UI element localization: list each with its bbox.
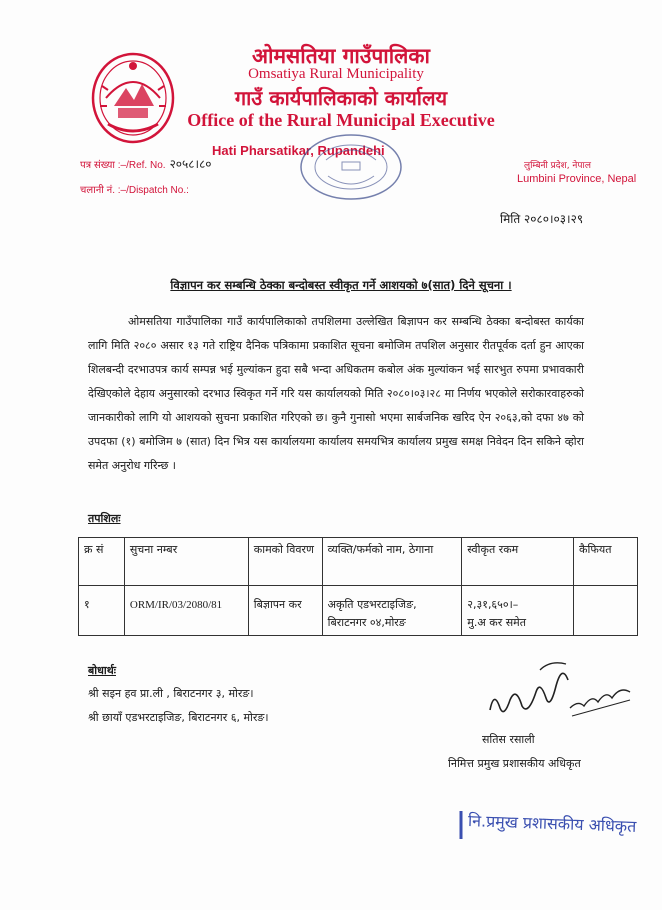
province-english: Lumbini Province, Nepal (517, 173, 637, 185)
table-header-row (79, 538, 638, 586)
reference-label: पत्र संख्या :–/Ref. No. (80, 160, 166, 171)
firm-address: बिराटनगर ०४,मोरङ (327, 616, 406, 629)
letter-body: ओमसतिया गाउँपालिका गाउँ कार्यपालिकाको तपशिलमा उल्लेखित बिज्ञापन कर सम्बन्धि ठेक्का बन्दोबस्त कार्यका लागि मिति २०८० असार १३ गते राष्ट्रिय दैनिक पत्रिकामा प्रकाशित सूचना बमोजिम तपशिल अनुसार रीतपूर्वक दर्ता हुन आएका शिलबन्दी दरभाउपत्र कार्य सम्पन्न भई मुल्यांकन हुदा सबै भन्दा अधिकतम कबोल अंक मुल्यांकन भई सारभुत रुपमा प्रभावकारी देखिएकोले देहाय अनुसारको दरभाउ स्विकृत गर्ने गरि यस कार्यालयको मिति २०८०।०३।२८ मा निर्णय भएकोले सरोकारवाहरुको जानकारीको लागि यो आशयको सुचना प्रकाशित गरिएको छ। कुनै गुनासो भएमा सार्बजनिक खरिद ऐन २०६३,को दफा ४७ को उपदफा (१) बमोजिम ७ (सात) दिन भित्र यस कार्यालयमा कार्यालय समयभित्र कार्यालय प्रमुख समक्ष निवेदन दिन सकिने व्हाेरा समेत अनुरोध गरिन्छ । (88, 315, 584, 472)
firm-name: अकृति एडभरटाइजिङ, (327, 598, 417, 611)
cell-firm (322, 586, 462, 636)
header-work: कामको विवरण (248, 538, 322, 586)
table-row (79, 586, 638, 636)
office-address: Hati Pharsatikar, Rupandehi (212, 143, 385, 158)
cell-remarks (574, 586, 638, 636)
cc-item: श्री छायाँ एडभरटाइजिङ, बिराटनगर ६, मोरङ। (88, 711, 269, 724)
amount-value: २,३१,६५०।– (467, 598, 519, 611)
cc-item: श्री सइन हव प्रा.ली , बिराटनगर ३, मोरङ। (88, 687, 254, 700)
amount-note: मु.अ कर समेत (467, 616, 526, 629)
header-firm: व्यक्ति/फर्मको नाम, ठेगाना (322, 538, 462, 586)
header-notice-no: सुचना नम्बर (124, 538, 248, 586)
handwritten-signature-icon (480, 650, 640, 730)
cell-notice-no: ORM/IR/03/2080/81 (124, 586, 248, 636)
cell-sn: १ (79, 586, 125, 636)
municipality-name-nepali: ओमसतिया गाउँपालिका (252, 44, 430, 68)
office-seal-icon (296, 130, 406, 204)
letter-subject (0, 278, 662, 293)
province-nepali: लुम्बिनी प्रदेश, नेपाल (524, 161, 591, 171)
cell-amount (462, 586, 574, 636)
letter-date: मिति २०८०।०३।२९ (500, 212, 584, 226)
municipality-name-english: Omsatiya Rural Municipality (248, 66, 424, 82)
signatory-name: सतिस रसाली (482, 733, 535, 746)
office-name-nepali: गाउँ कार्यपालिकाको कार्यालय (234, 86, 448, 110)
designation-stamp-text: नि.प्रमुख प्रशासकीय अधिकृत (467, 811, 637, 836)
reference-number (80, 155, 212, 172)
office-name-english: Office of the Rural Municipal Executive (187, 110, 495, 130)
details-table (78, 537, 638, 636)
signatory-title: निमित्त प्रमुख प्रशासकीय अधिकृत (448, 757, 581, 770)
header-amount: स्वीकृत रकम (462, 538, 574, 586)
cc-heading: बोधार्थः (88, 664, 116, 677)
dispatch-number: चलानी नं. :–/Dispatch No.: (80, 185, 189, 196)
details-heading: तपशिलः (88, 512, 121, 525)
header-remarks: कैफियत (574, 538, 638, 586)
reference-value: २०५८।८० (169, 157, 212, 171)
cell-work: बिज्ञापन कर (248, 586, 322, 636)
header-sn: क्र सं (79, 538, 125, 586)
subject-text: विज्ञापन कर सम्बन्धि ठेक्का बन्दोबस्त स्वीकृत गर्ने आशयको ७(सात) दिने सूचना । (170, 278, 512, 292)
